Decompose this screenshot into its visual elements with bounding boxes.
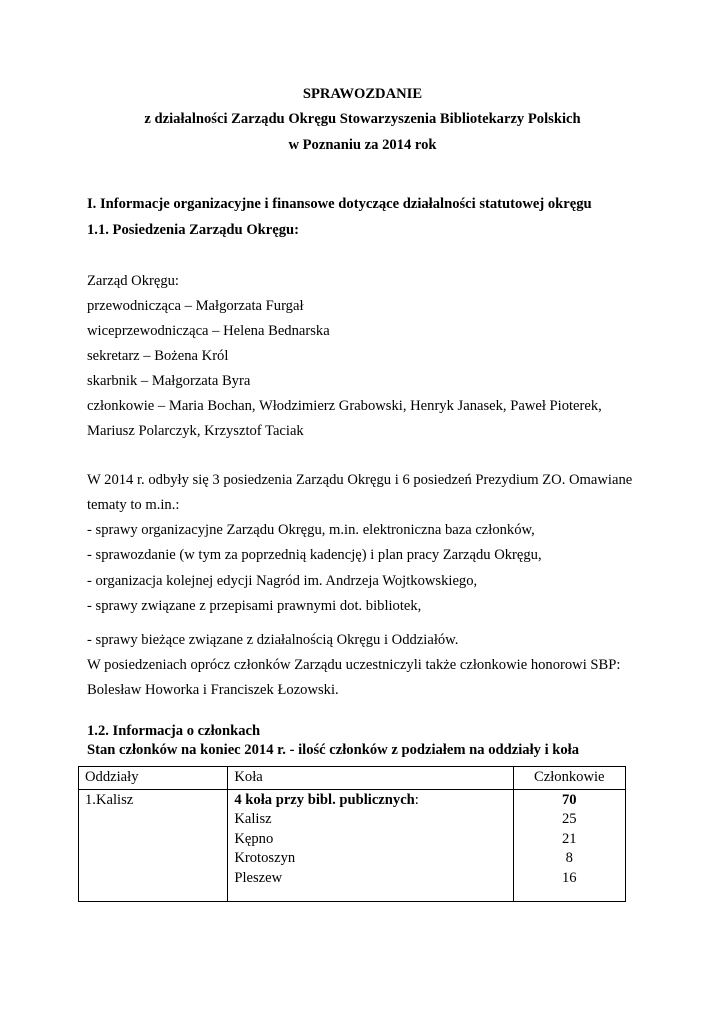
honorary-members-names: Bolesław Howorka i Franciszek Łozowski.	[87, 682, 339, 698]
board-member: członkowie – Maria Bochan, Włodzimierz Grabowski, Henryk Janasek, Paweł Pioterek,	[87, 398, 602, 414]
circles-group-label-colon: :	[414, 791, 419, 808]
group-total: 70	[561, 791, 577, 808]
meeting-topic: - sprawy organizacyjne Zarządu Okręgu, m.in. elektroniczna baza członków,	[87, 522, 535, 538]
section-heading-1-2: 1.2. Informacja o członkach	[87, 723, 261, 739]
circle-name: Kalisz	[234, 811, 272, 827]
table-caption: Stan członków na koniec 2014 r. - ilość członków z podziałem na oddziały i koła	[87, 742, 580, 758]
board-member: przewodnicząca – Małgorzata Furgał	[87, 298, 304, 314]
honorary-members-text: W posiedzeniach oprócz członków Zarządu uczestniczyli także członkowie honorowi SBP:	[87, 657, 621, 673]
branch-cell: 1.Kalisz	[79, 789, 228, 901]
circle-name: Krotoszyn	[234, 850, 296, 866]
board-member: wiceprzewodnicząca – Helena Bednarska	[87, 323, 330, 339]
board-member: Mariusz Polarczyk, Krzysztof Taciak	[87, 423, 304, 439]
document-subtitle: z działalności Zarządu Okręgu Stowarzyszenia Bibliotekarzy Polskich	[144, 111, 581, 127]
meetings-intro-cont: tematy to m.in.:	[87, 497, 180, 513]
table-header-row	[79, 767, 626, 790]
column-header-circles: Koła	[228, 767, 513, 790]
board-member: skarbnik – Małgorzata Byra	[87, 373, 251, 389]
members-table	[78, 766, 626, 902]
circle-name: Kępno	[234, 830, 274, 847]
section-subheading-1-1: 1.1. Posiedzenia Zarządu Okręgu:	[87, 222, 300, 238]
circle-count: 25	[561, 811, 577, 827]
meeting-topic: - organizacja kolejnej edycji Nagród im. Andrzeja Wojtkowskiego,	[87, 573, 478, 589]
circle-count: 21	[561, 830, 577, 847]
document-subtitle-year: w Poznaniu za 2014 rok	[288, 137, 437, 153]
board-member: sekretarz – Bożena Król	[87, 348, 229, 364]
section-heading-1: I. Informacje organizacyjne i finansowe dotyczące działalności statutowej okręgu	[87, 196, 592, 212]
column-header-branches: Oddziały	[79, 767, 228, 790]
members-count-cell	[513, 789, 625, 901]
table-row	[79, 789, 626, 901]
meeting-topic: - sprawozdanie (w tym za poprzednią kadencję) i plan pracy Zarządu Okręgu,	[87, 547, 542, 563]
column-header-members: Członkowie	[513, 767, 625, 790]
circles-cell	[228, 789, 513, 901]
board-label: Zarząd Okręgu:	[87, 273, 179, 289]
circles-group-label-text: 4 koła przy bibl. publicznych	[234, 791, 415, 808]
circle-name: Pleszew	[234, 869, 283, 886]
document-title: SPRAWOZDANIE	[302, 86, 423, 102]
circle-count: 8	[565, 850, 573, 866]
meeting-topic: - sprawy bieżące związane z działalnością Okręgu i Oddziałów.	[87, 632, 459, 648]
meeting-topic: - sprawy związane z przepisami prawnymi dot. bibliotek,	[87, 598, 422, 614]
meetings-intro: W 2014 r. odbyły się 3 posiedzenia Zarządu Okręgu i 6 posiedzeń Prezydium ZO. Omawiane	[87, 472, 633, 488]
circle-count: 16	[561, 869, 577, 886]
circles-group-label	[234, 791, 506, 811]
